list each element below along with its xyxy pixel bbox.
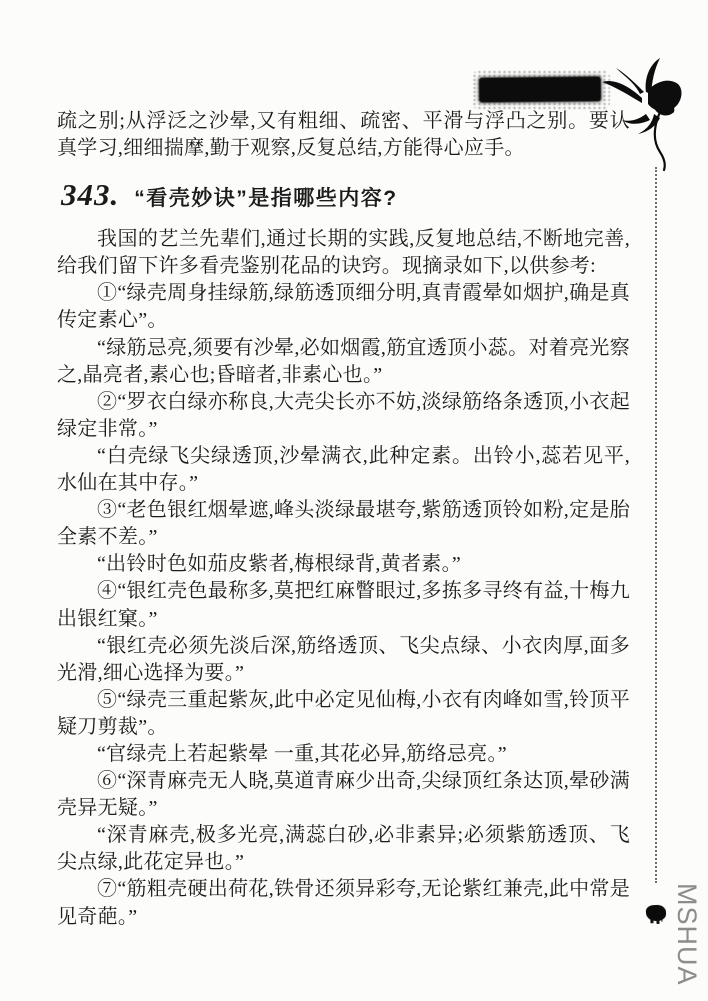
text-column [57,108,630,931]
section-heading [61,177,630,217]
body-paragraph: ⑤“绿壳三重起紫灰,此中必定见仙梅,小衣有肉峰如雪,铃顶平疑刀剪裁”。 [57,688,630,738]
body-paragraph: ⑥“深青麻壳无人晓,莫道青麻少出奇,尖绿顶红条达顶,晕砂满壳异无疑。” [57,770,630,820]
body-paragraph: “深青麻壳,极多光亮,满蕊白砂,必非素异;必须紫筋透顶、飞尖点绿,此花定异也。” [57,824,630,874]
section-number: 343. [61,177,120,213]
ink-blot-icon [646,904,667,921]
body-paragraph: “官绿壳上若起紫晕 一重,其花必异,筋络忌亮。” [97,742,507,765]
body-paragraph: ①“绿壳周身挂绿筋,绿筋透顶细分明,真青霞晕如烟护,确是真传定素心”。 [57,282,630,332]
chapter-banner [472,70,610,110]
intro-paragraph: 疏之别;从浮泛之沙晕,又有粗细、疏密、平滑与浮凸之别。要认真学习,细细揣摩,勤于观察,反复总结,方能得心应手。 [57,110,630,160]
body-paragraph: ②“罗衣白绿亦称良,大壳尖长亦不妨,淡绿筋络条透顶,小衣起绿定非常。” [57,390,630,440]
watermark-label: MSHUA [672,883,702,986]
illegible-ink-banner-icon [479,76,601,102]
body-paragraph: “白壳绿飞尖绿透顶,沙晕满衣,此种定素。出铃小,蕊若见平,水仙在其中存。” [57,444,630,495]
body-paragraph: ③“老色银红烟晕遮,峰头淡绿最堪夸,紫筋透顶铃如粉,定是胎全素不差。” [57,499,630,549]
body-paragraph: ④“银红壳色最称多,莫把红麻瞥眼过,多拣多寻终有益,十梅九出银红窠。” [57,580,630,630]
body-paragraph: “银红壳必须先淡后深,筋络透顶、飞尖点绿、小衣肉厚,面多光滑,细心选择为要。” [57,634,630,684]
section-title: “看壳妙诀”是指哪些内容? [134,187,398,211]
body-paragraph: “绿筋忌亮,须要有沙晕,必如烟霞,筋宜透顶小蕊。对着亮光察之,晶亮者,素心也;昏暗者,非素心也。” [57,336,630,386]
body-paragraph: ⑦“筋粗壳硬出荷花,铁骨还须异彩夸,无论紫红兼壳,此中常是见奇葩。” [57,878,630,928]
dotted-fold-line-icon [655,167,657,883]
body-paragraph: 我国的艺兰先辈们,通过长期的实践,反复地总结,不断地完善,给我们留下许多看壳鉴别花品的诀窍。现摘录如下,以供参考: [57,228,630,278]
body-paragraph: “出铃时色如茄皮紫者,梅根绿背,黄者素。” [97,553,462,576]
